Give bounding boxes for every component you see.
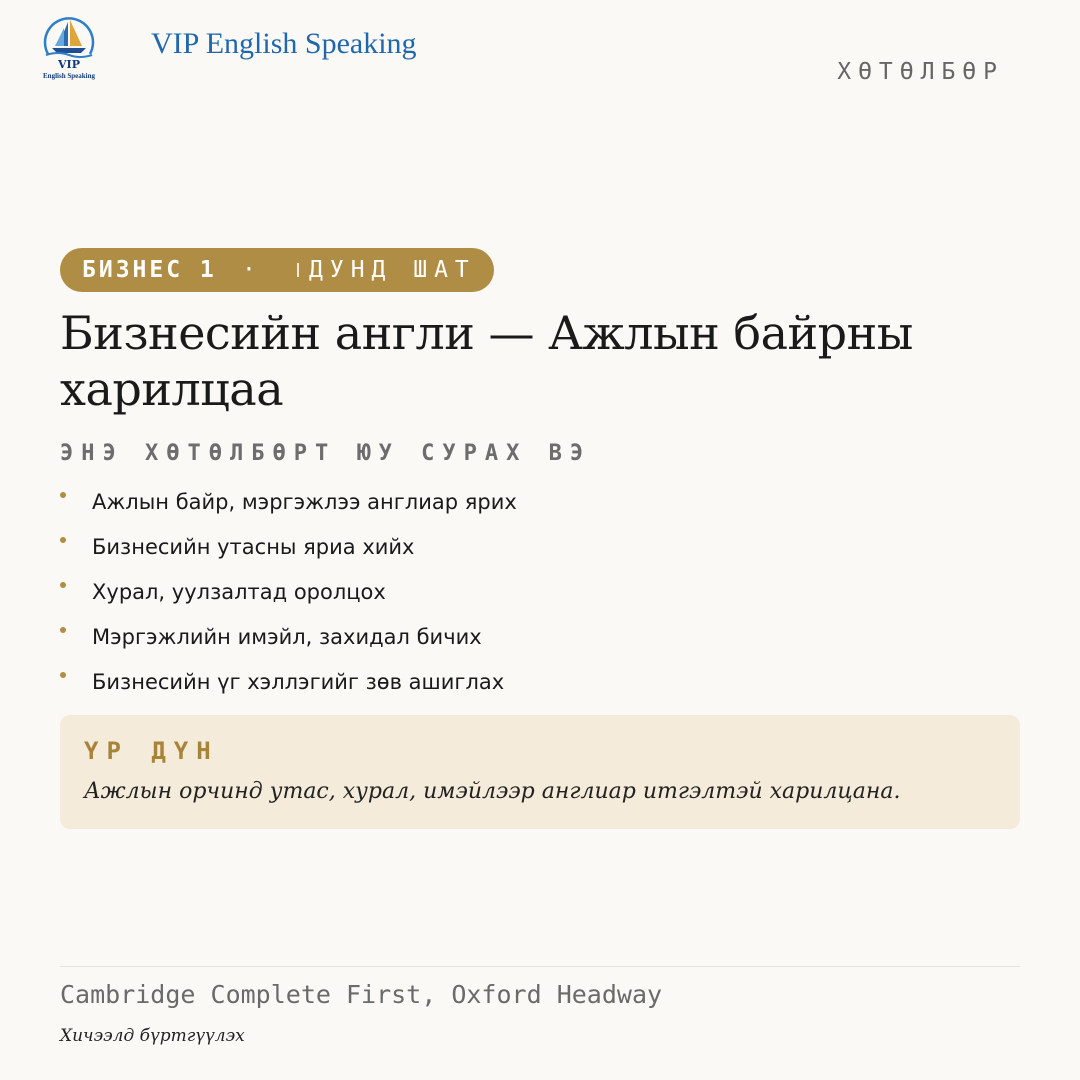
topic-text: Ажлын байр, мэргэжлээ англиар ярих [92,490,517,514]
logo-mark: VIP [58,58,80,71]
enroll-link[interactable]: Хичээлд бүртгүүлэх [60,1026,245,1046]
list-item [60,525,517,570]
list-item [60,570,517,615]
bullet-icon [60,627,66,633]
topic-text: Бизнесийн үг хэллэгийг зөв ашиглах [92,670,505,694]
list-item [60,480,517,525]
bullet-icon [60,582,66,588]
bullet-icon [60,672,66,678]
textbooks: Cambridge Complete First, Oxford Headway [60,980,663,1009]
result-heading: ҮР ДҮН [84,737,219,765]
result-box [60,715,1020,829]
section-label: ХӨТӨЛБӨР [837,59,1004,85]
bullet-icon [60,537,66,543]
badge-divider [297,263,299,277]
result-text: Ажлын орчинд утас, хурал, имэйлээр англиар итгэлтэй харилцана. [84,779,901,804]
bullet-icon [60,492,66,498]
topic-text: Бизнесийн утасны яриа хийх [92,535,415,559]
list-item [60,615,517,660]
logo [38,14,100,84]
course-title: Бизнесийн англи — Ажлын байрны харилцаа [60,306,913,416]
topic-text: Хурал, уулзалтад оролцох [92,580,386,604]
topic-list [60,480,517,705]
footer-divider [60,966,1020,967]
brand-name: VIP English Speaking [151,27,417,60]
logo-subtitle: English Speaking [43,72,95,80]
badge-category: БИЗНЕС 1 [82,257,217,283]
list-item [60,660,517,705]
badge-separator: · [242,257,259,283]
course-badge [60,248,494,292]
badge-level: ДУНД ШАТ [309,257,476,283]
learn-heading: ЭНЭ ХӨТӨЛБӨРТ ЮУ СУРАХ ВЭ [60,441,592,466]
sailboat-logo-icon [38,14,100,60]
topic-text: Мэргэжлийн имэйл, захидал бичих [92,625,482,649]
